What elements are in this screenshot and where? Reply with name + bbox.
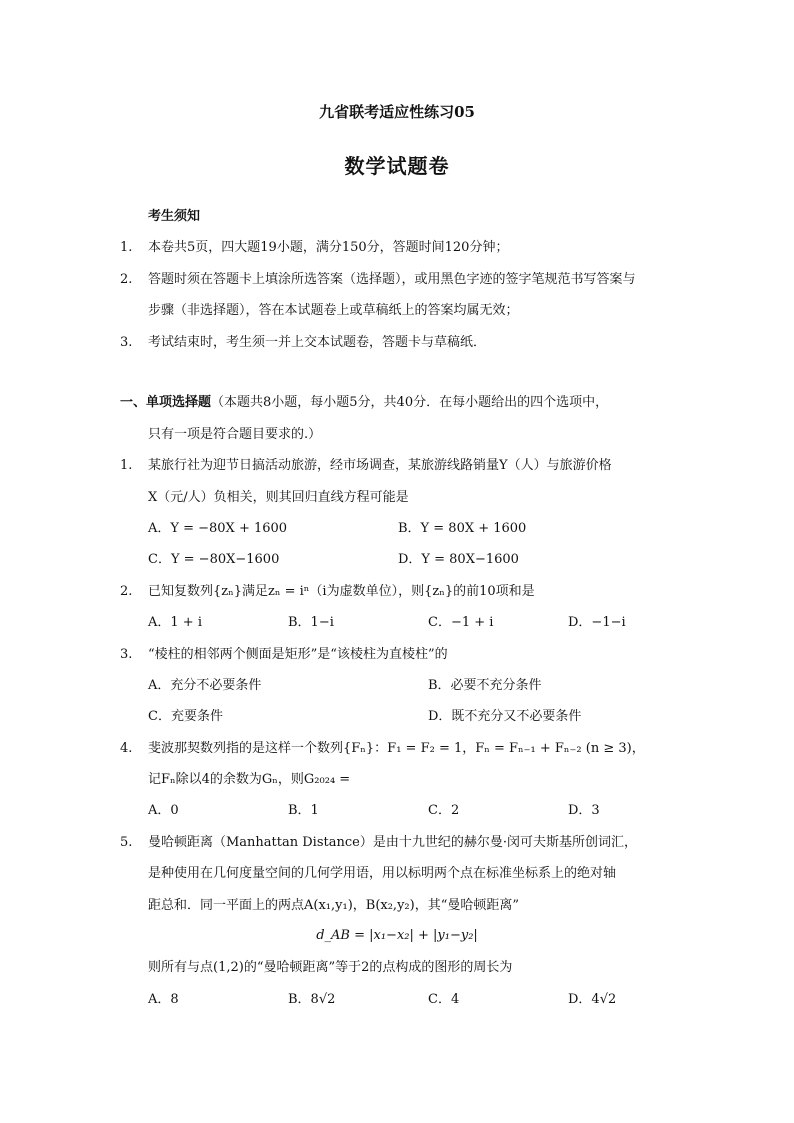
q5-line-1: 曼哈顿距离（Manhattan Distance）是由十九世纪的赫尔曼·闵可夫斯基所创词汇，	[148, 835, 637, 850]
q5-line-2: 是种使用在几何度量空间的几何学用语，用以标明两个点在标准坐标系上的绝对轴	[148, 866, 617, 881]
q4-line-1: 斐波那契数列指的是这样一个数列{Fₙ}：F₁ = F₂ = 1，Fₙ = Fₙ₋₁ + Fₙ₋₂ (n ≥ 3)，	[148, 741, 645, 756]
section1-desc-2: 只有一项是符合题目要求的.）	[148, 427, 322, 442]
q2-option-a: A．1 + i	[148, 615, 202, 630]
notice-heading: 考生须知	[148, 209, 201, 224]
section1-desc-1: （本题共8小题，每小题5分，共40分．在每小题给出的四个选项中，	[211, 395, 609, 410]
q1-option-b: B．Y = 80X + 1600	[398, 521, 527, 536]
q3-option-c: C．充要条件	[148, 709, 223, 724]
q3-line-1: “棱柱的相邻两个侧面是矩形”是“该棱柱为直棱柱”的	[148, 647, 448, 662]
q2-num: 2.	[120, 584, 133, 599]
q4-option-d: D．3	[568, 803, 600, 818]
q5-num: 5.	[120, 835, 133, 850]
q4-option-b: B．1	[288, 803, 319, 818]
notice-line-1: 本卷共5页，四大题19小题，满分150分，答题时间120分钟；	[148, 240, 509, 255]
q5-line-3: 距总和．同一平面上的两点A(x₁,y₁)，B(x₂,y₂)，其“曼哈顿距离”	[148, 898, 519, 913]
q2-option-c: C．−1 + i	[428, 615, 494, 630]
section1-header	[120, 393, 608, 413]
q1-option-c: C．Y = −80X−1600	[148, 552, 280, 567]
q1-option-d: D．Y = 80X−1600	[398, 552, 519, 567]
notice-line-2b: 步骤（非选择题），答在本试题卷上或草稿纸上的答案均属无效；	[148, 303, 519, 318]
q2-option-b: B．1−i	[288, 615, 334, 630]
q5-after: 则所有与点(1,2)的“曼哈顿距离”等于2的点构成的图形的周长为	[148, 960, 513, 975]
notice-line-2a: 答题时须在答题卡上填涂所选答案（选择题），或用黑色字迹的签字笔规范书写答案与	[148, 272, 636, 287]
q3-num: 3.	[120, 647, 133, 662]
q3-option-d: D．既不充分又不必要条件	[428, 709, 582, 724]
q5-option-a: A．8	[148, 992, 179, 1007]
notice-num-3: 3.	[120, 335, 133, 350]
q2-option-d: D．−1−i	[568, 615, 626, 630]
q5-option-b: B．8√2	[288, 992, 336, 1007]
q5-formula: d_AB = |x₁−x₂| + |y₁−y₂|	[316, 928, 478, 943]
notice-num-1: 1.	[120, 240, 133, 255]
q1-option-a: A．Y = −80X + 1600	[148, 521, 288, 536]
q4-num: 4.	[120, 741, 133, 756]
notice-num-2: 2.	[120, 272, 133, 287]
exam-title: 数学试题卷	[344, 154, 450, 178]
q1-line-2: X（元/人）负相关，则其回归直线方程可能是	[148, 490, 409, 505]
q2-line-1: 已知复数列{zₙ}满足zₙ = iⁿ（i为虚数单位），则{zₙ}的前10项和是	[148, 584, 535, 599]
q5-option-c: C．4	[428, 992, 460, 1007]
q4-line-2: 记Fₙ除以4的余数为Gₙ，则G₂₀₂₄ =	[148, 772, 351, 787]
notice-line-3: 考试结束时，考生须一并上交本试题卷，答题卡与草稿纸．	[148, 335, 487, 350]
q1-line-1: 某旅行社为迎节日搞活动旅游，经市场调查，某旅游线路销量Y（人）与旅游价格	[148, 458, 612, 473]
q4-option-c: C．2	[428, 803, 460, 818]
section1-heading: 一、单项选择题	[120, 395, 212, 410]
q5-option-d: D．4√2	[568, 992, 617, 1007]
exam-subtitle: 九省联考适应性练习05	[319, 103, 475, 121]
q3-option-a: A．充分不必要条件	[148, 678, 262, 693]
q3-option-b: B．必要不充分条件	[428, 678, 542, 693]
q4-option-a: A．0	[148, 803, 179, 818]
q1-num: 1.	[120, 458, 133, 473]
